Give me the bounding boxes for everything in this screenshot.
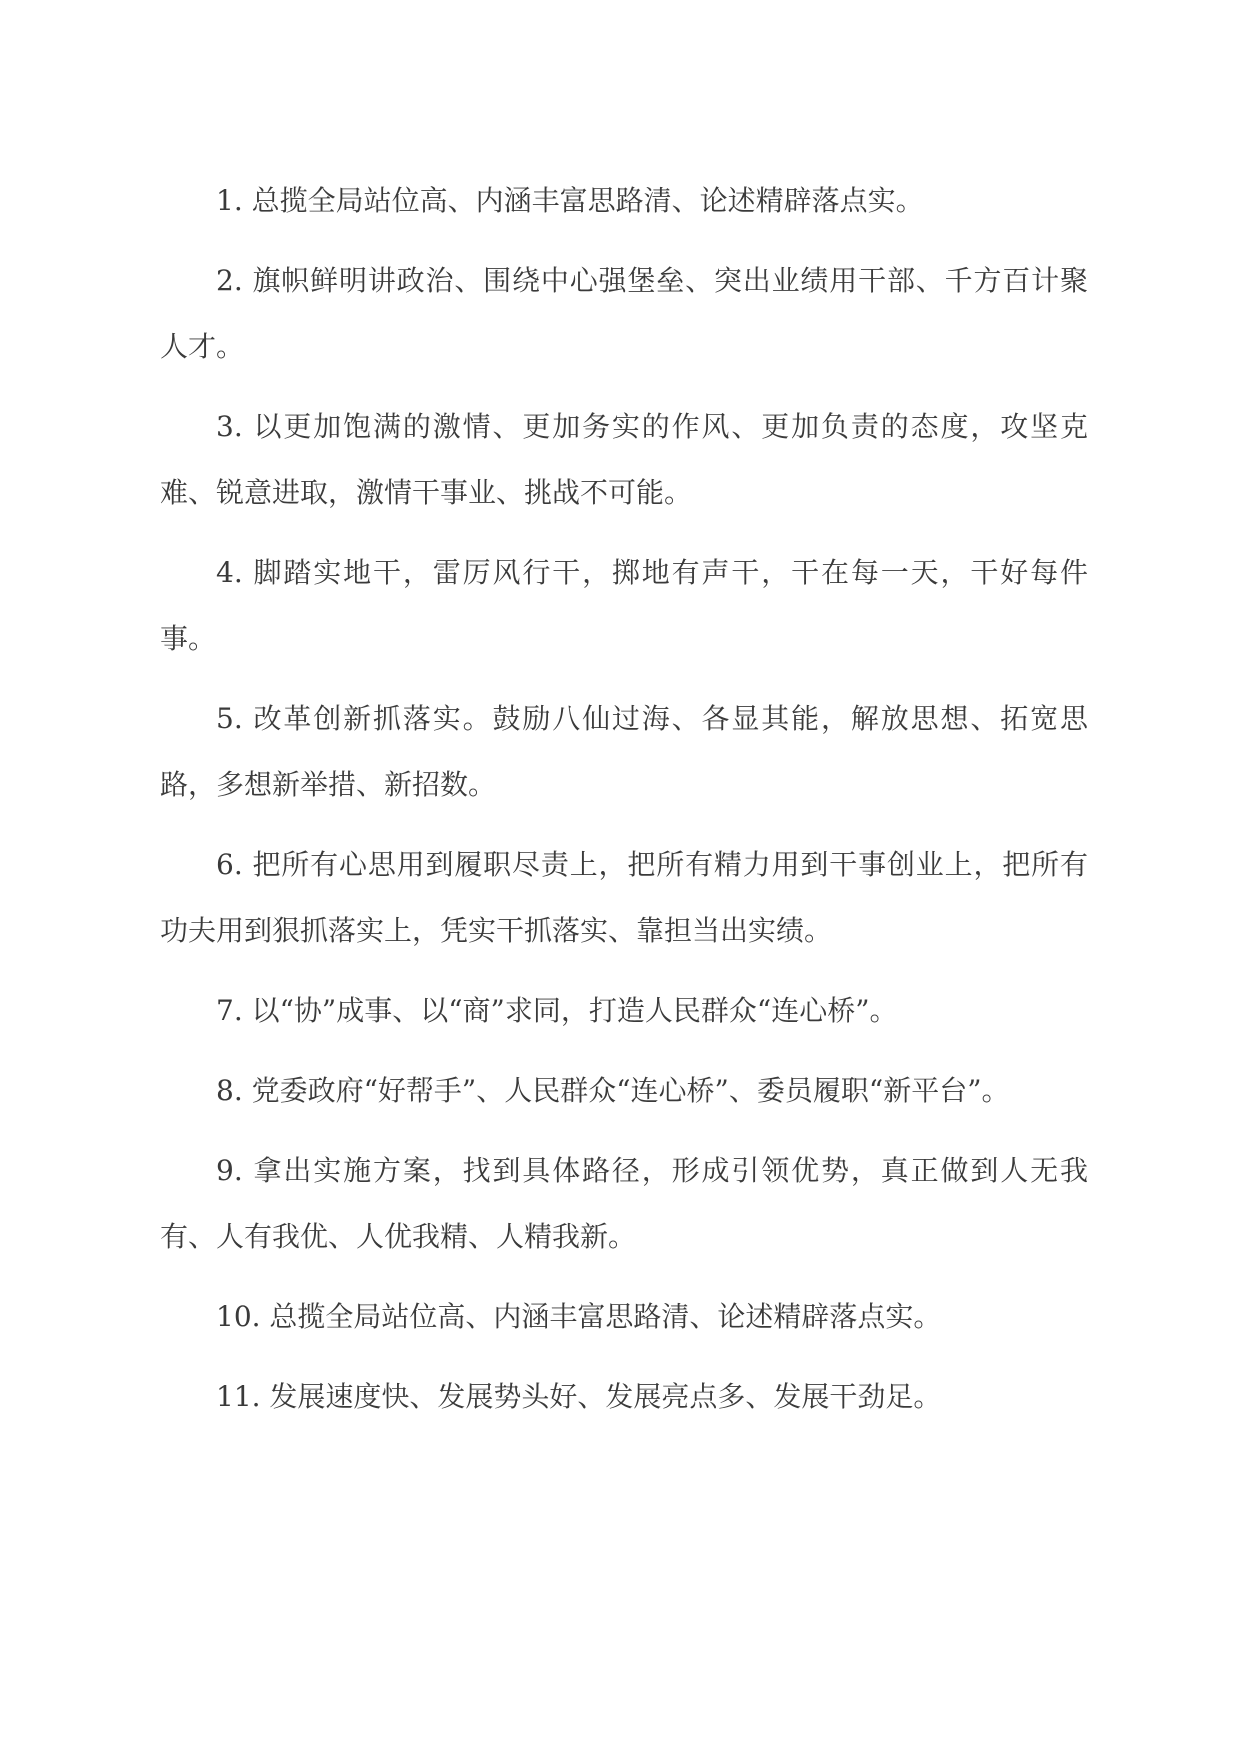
paragraph-10: 10. 总揽全局站位高、内涵丰富思路清、论述精辟落点实。: [216, 1300, 942, 1333]
paragraph-5: 5. 改革创新抓落实。鼓励八仙过海、各显其能，解放思想、拓宽思路，多想新举措、新招数。: [160, 702, 1088, 801]
paragraph-8: 8. 党委政府“好帮手”、人民群众“连心桥”、委员履职“新平台”。: [216, 1074, 1010, 1107]
paragraph-2: 2. 旗帜鲜明讲政治、围绕中心强堡垒、突出业绩用干部、千方百计聚人才。: [160, 264, 1088, 363]
document-body: [160, 168, 1088, 1444]
paragraph-7: 7. 以“协”成事、以“商”求同，打造人民群众“连心桥”。: [216, 994, 898, 1027]
paragraph-3: 3. 以更加饱满的激情、更加务实的作风、更加负责的态度，攻坚克难、锐意进取，激情干事业、挑战不可能。: [160, 410, 1088, 509]
paragraph-1: 1. 总揽全局站位高、内涵丰富思路清、论述精辟落点实。: [216, 184, 924, 217]
paragraph-11: 11. 发展速度快、发展势头好、发展亮点多、发展干劲足。: [216, 1380, 942, 1413]
paragraph-4: 4. 脚踏实地干，雷厉风行干，掷地有声干，干在每一天，干好每件事。: [160, 556, 1088, 655]
paragraph-9: 9. 拿出实施方案，找到具体路径，形成引领优势，真正做到人无我有、人有我优、人优我精、人精我新。: [160, 1154, 1088, 1253]
paragraph-6: 6. 把所有心思用到履职尽责上，把所有精力用到干事创业上，把所有功夫用到狠抓落实上，凭实干抓落实、靠担当出实绩。: [160, 848, 1088, 947]
